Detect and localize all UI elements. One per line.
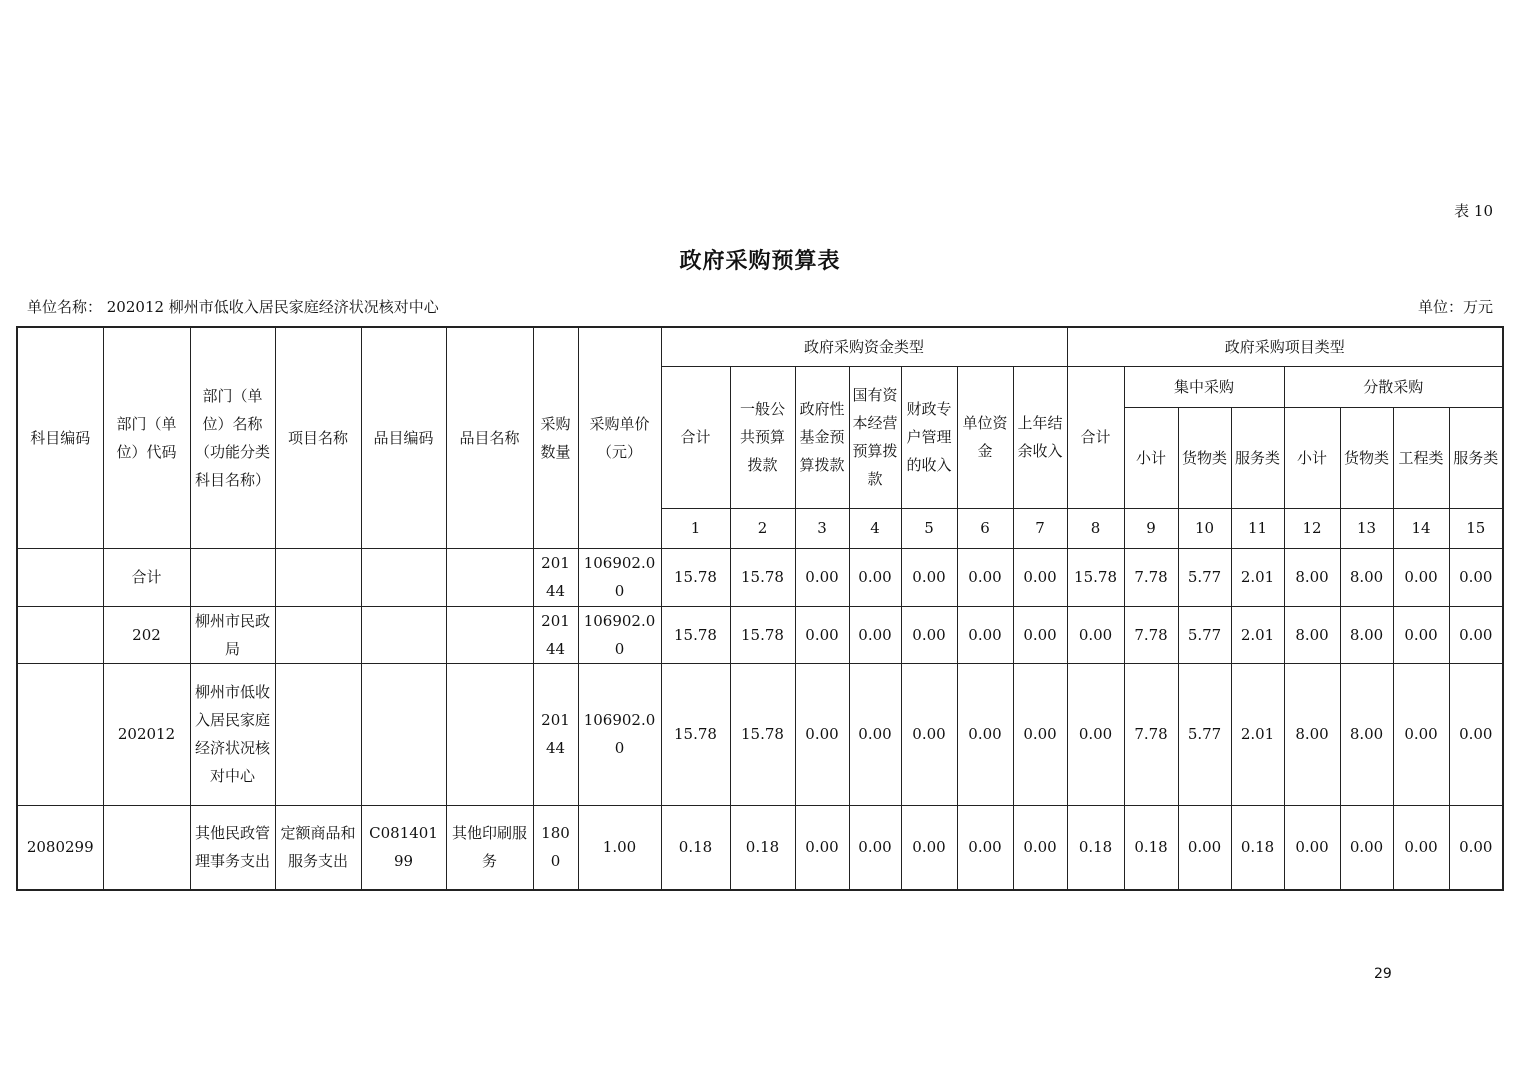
cell-value: 0.00 [849,663,901,805]
cell-project-name [275,663,361,805]
cell-dept-name: 柳州市低收入居民家庭经济状况核对中心 [190,663,275,805]
cell-subject-code: 2080299 [17,805,103,890]
cell-item-name [446,548,533,606]
col-general-budget: 一般公共预算拨款 [730,366,795,508]
col-number: 9 [1124,508,1178,548]
cell-value: 0.00 [901,606,957,663]
cell-value: 0.00 [901,548,957,606]
cell-value: 0.00 [1013,606,1067,663]
col-unit-fund: 单位资金 [957,366,1013,508]
currency-unit: 单位：万元 [1417,298,1493,316]
unit-name-line: 单位名称： 202012 柳州市低收入居民家庭经济状况核对中心 [27,298,439,316]
cell-value: 0.00 [1284,805,1340,890]
cell-item-name: 其他印刷服务 [446,805,533,890]
col-group-project-type: 政府采购项目类型 [1067,327,1503,366]
cell-dept-name: 柳州市民政局 [190,606,275,663]
cell-dept-code: 202012 [103,663,190,805]
cell-dept-name [190,548,275,606]
cell-value: 8.00 [1340,606,1393,663]
cell-value: 7.78 [1124,663,1178,805]
cell-quantity: 20144 [533,663,578,805]
col-carryover: 上年结余收入 [1013,366,1067,508]
cell-item-name [446,606,533,663]
cell-item-code: C08140199 [361,805,446,890]
cell-item-name [446,663,533,805]
cell-value: 0.00 [957,606,1013,663]
col-central-goods: 货物类 [1178,407,1231,508]
cell-value: 0.00 [957,548,1013,606]
cell-value: 0.00 [1393,663,1449,805]
cell-value: 0.00 [1178,805,1231,890]
cell-quantity: 1800 [533,805,578,890]
cell-value: 5.77 [1178,663,1231,805]
cell-value: 7.78 [1124,548,1178,606]
cell-value: 7.78 [1124,606,1178,663]
col-central-subtotal: 小计 [1124,407,1178,508]
cell-value: 0.00 [849,606,901,663]
cell-value: 0.18 [1067,805,1124,890]
procurement-budget-table [16,326,1504,891]
table-row [17,805,1503,890]
col-proj-total: 合计 [1067,366,1124,508]
cell-value: 0.00 [1340,805,1393,890]
cell-value: 0.18 [661,805,730,890]
cell-value: 15.78 [661,606,730,663]
cell-value: 0.00 [1449,663,1503,805]
header-row-1 [17,327,1503,366]
cell-value: 5.77 [1178,548,1231,606]
cell-project-name [275,548,361,606]
col-number: 2 [730,508,795,548]
cell-value: 0.00 [1013,805,1067,890]
cell-unit-price: 106902.00 [578,548,661,606]
cell-subject-code [17,663,103,805]
table-row [17,548,1503,606]
cell-value: 15.78 [730,548,795,606]
col-item-code: 品目编码 [361,327,446,548]
table-row [17,663,1503,805]
col-item-name: 品目名称 [446,327,533,548]
col-dispersed-goods: 货物类 [1340,407,1393,508]
col-dept-name: 部门（单位）名称（功能分类科目名称） [190,327,275,548]
col-number: 12 [1284,508,1340,548]
cell-item-code [361,606,446,663]
cell-value: 0.00 [1067,663,1124,805]
cell-value: 0.00 [849,548,901,606]
cell-project-name: 定额商品和服务支出 [275,805,361,890]
cell-value: 0.18 [730,805,795,890]
table-row [17,606,1503,663]
cell-value: 0.00 [795,606,849,663]
cell-value: 0.00 [1449,805,1503,890]
cell-unit-price: 106902.00 [578,663,661,805]
cell-value: 8.00 [1284,548,1340,606]
cell-value: 0.00 [1067,606,1124,663]
cell-value: 8.00 [1340,663,1393,805]
cell-value: 0.00 [795,663,849,805]
col-number: 3 [795,508,849,548]
table-number: 表 10 [1454,202,1493,220]
cell-value: 0.00 [1013,663,1067,805]
cell-value: 0.00 [957,805,1013,890]
cell-value: 0.00 [957,663,1013,805]
col-group-fund-type: 政府采购资金类型 [661,327,1067,366]
cell-value: 15.78 [661,548,730,606]
cell-subject-code [17,606,103,663]
col-number: 4 [849,508,901,548]
col-number: 1 [661,508,730,548]
col-number: 8 [1067,508,1124,548]
cell-quantity: 20144 [533,606,578,663]
cell-value: 0.00 [795,548,849,606]
cell-item-code [361,663,446,805]
cell-value: 5.77 [1178,606,1231,663]
cell-value: 0.00 [901,805,957,890]
col-group-central: 集中采购 [1124,366,1284,407]
col-number: 15 [1449,508,1503,548]
col-subject-code: 科目编码 [17,327,103,548]
cell-value: 8.00 [1284,663,1340,805]
col-dispersed-engineering: 工程类 [1393,407,1449,508]
cell-value: 0.00 [1013,548,1067,606]
col-special-account: 财政专户管理的收入 [901,366,957,508]
col-dept-code: 部门（单位）代码 [103,327,190,548]
cell-value: 8.00 [1340,548,1393,606]
cell-dept-code: 合计 [103,548,190,606]
col-number: 14 [1393,508,1449,548]
cell-unit-price: 1.00 [578,805,661,890]
cell-value: 0.00 [901,663,957,805]
cell-value: 0.00 [795,805,849,890]
cell-value: 8.00 [1284,606,1340,663]
cell-dept-code [103,805,190,890]
cell-project-name [275,606,361,663]
col-number: 6 [957,508,1013,548]
col-project-name: 项目名称 [275,327,361,548]
cell-value: 0.00 [1393,606,1449,663]
cell-value: 0.00 [849,805,901,890]
col-dispersed-services: 服务类 [1449,407,1503,508]
col-unit-price: 采购单价（元） [578,327,661,548]
cell-value: 15.78 [661,663,730,805]
cell-dept-code: 202 [103,606,190,663]
cell-value: 2.01 [1231,663,1284,805]
col-number: 13 [1340,508,1393,548]
col-state-capital: 国有资本经营预算拨款 [849,366,901,508]
cell-item-code [361,548,446,606]
cell-value: 0.18 [1231,805,1284,890]
cell-value: 15.78 [730,663,795,805]
col-central-services: 服务类 [1231,407,1284,508]
col-dispersed-subtotal: 小计 [1284,407,1340,508]
cell-value: 2.01 [1231,606,1284,663]
cell-value: 0.00 [1393,548,1449,606]
cell-value: 2.01 [1231,548,1284,606]
page-number: 29 [1374,966,1392,982]
col-fund-total: 合计 [661,366,730,508]
cell-unit-price: 106902.00 [578,606,661,663]
cell-quantity: 20144 [533,548,578,606]
cell-value: 0.00 [1449,548,1503,606]
cell-subject-code [17,548,103,606]
col-number: 10 [1178,508,1231,548]
cell-value: 0.00 [1393,805,1449,890]
col-number: 11 [1231,508,1284,548]
cell-value: 0.00 [1449,606,1503,663]
col-number: 7 [1013,508,1067,548]
page-title: 政府采购预算表 [679,248,841,274]
cell-value: 15.78 [1067,548,1124,606]
cell-value: 15.78 [730,606,795,663]
col-gov-fund: 政府性基金预算拨款 [795,366,849,508]
col-quantity: 采购数量 [533,327,578,548]
cell-dept-name: 其他民政管理事务支出 [190,805,275,890]
col-number: 5 [901,508,957,548]
col-group-dispersed: 分散采购 [1284,366,1503,407]
cell-value: 0.18 [1124,805,1178,890]
